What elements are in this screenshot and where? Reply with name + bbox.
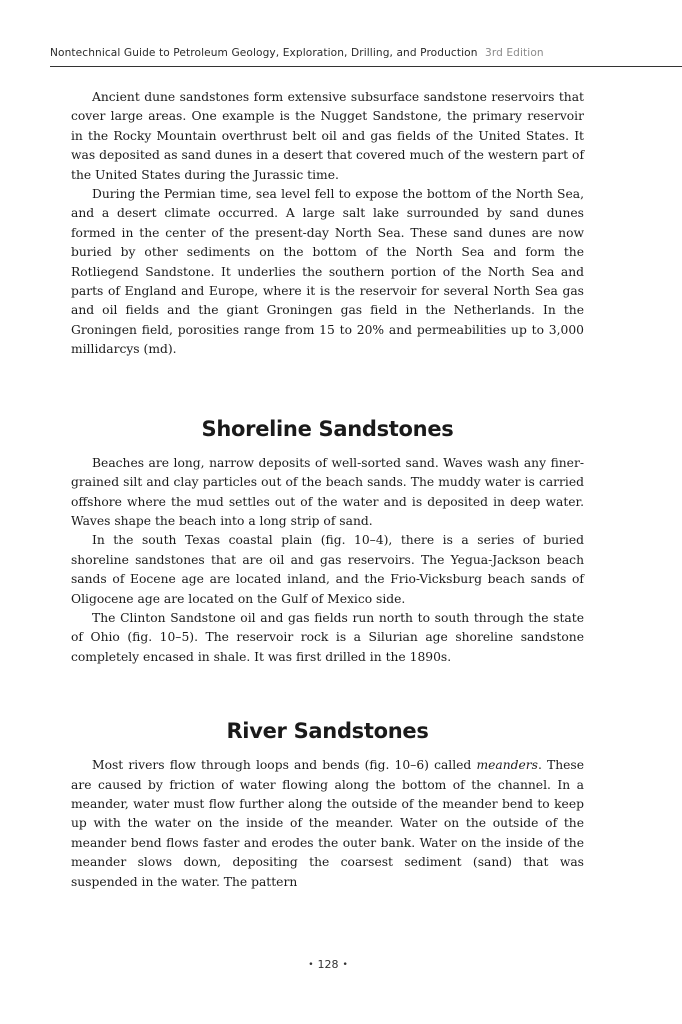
section-heading-river: River Sandstones [226,719,429,744]
paragraph: Ancient dune sandstones form extensive subsurface sandstone reservoirs that cover large areas. One example is the Nugget Sandstone, the primary reservoir in the Rocky Mountain overthrust belt oil and gas fields of the United States. It was deposited as sand dunes in a desert that covered much of the western part of the United States during the Jurassic time. [71,90,584,182]
paragraph: In the south Texas coastal plain (fig. 10–4), there is a series of buried shoreline sandstones that are oil and gas reservoirs. The Yegua-Jackson beach sands of Eocene age are located inland, and the Frio-Vicksburg beach sands of Oligocene age are located on the Gulf of Mexico side. [71,533,584,606]
paragraph [71,756,584,892]
page-footer [0,958,656,971]
section-heading-shoreline: Shoreline Sandstones [201,416,454,441]
paragraph: Beaches are long, narrow deposits of well-sorted sand. Waves wash any finer-grained silt and clay particles out of the beach sands. The muddy water is carried offshore where the mud settles out of the water and is deposited in deep water. Waves shape the beach into a long strip of sand. [71,455,584,528]
paragraph-text: . These are caused by friction of water flowing along the bottom of the channel. In a meander, water must flow further along the outside of the meander bend to keep up with the water on the inside of the meander. Water on the outside of the meander bend flows faster and erodes the outer bank. Water on the inside of the meander slows down, depositing the coarsest sediment (sand) that was suspended in the water. The pattern [71,758,584,889]
header-rule [50,66,682,67]
page-body [71,88,584,892]
paragraph: During the Permian time, sea level fell to expose the bottom of the North Sea, and a desert climate occurred. A large salt lake surrounded by sand dunes formed in the center of the present-day North Sea. These sand dunes are now buried by other sediments on the bottom of the North Sea and form the Rotliegend Sandstone. It underlies the southern portion of the North Sea and parts of England and Europe, where it is the reservoir for several North Sea gas and oil fields and the giant Groningen gas field in the Netherlands. In the Groningen field, porosities range from 15 to 20% and permeabilities up to 3,000 millidarcys (md). [71,187,584,357]
paragraph-text: Most rivers flow through loops and bends (fig. 10–6) called [92,758,477,773]
bullet-right: • [342,960,348,970]
term-meanders: meanders [476,758,538,773]
bullet-left: • [308,960,314,970]
page-number: 128 [317,958,339,971]
book-title: Nontechnical Guide to Petroleum Geology, Exploration, Drilling, and Production [50,47,478,59]
edition-label: 3rd Edition [484,47,544,59]
paragraph: The Clinton Sandstone oil and gas fields run north to south through the state of Ohio (fig. 10–5). The reservoir rock is a Silurian age shoreline sandstone completely encased in shale. It was first drilled in the 1890s. [71,610,584,664]
running-head [50,47,682,67]
